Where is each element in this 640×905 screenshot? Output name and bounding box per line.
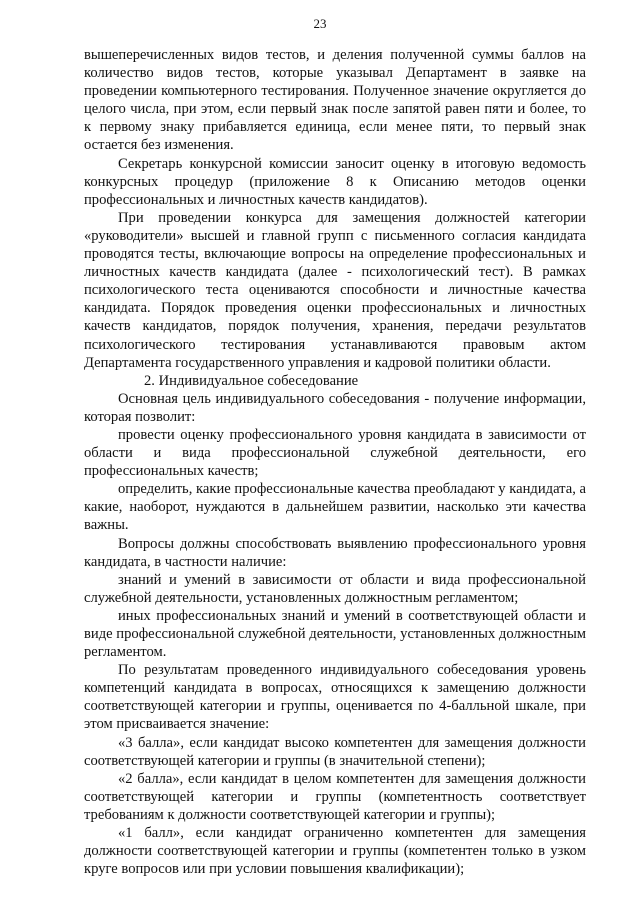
paragraph-assess-level: провести оценку профессионального уровня кандидата в зависимости от области и вида профессиональной служебной деятельности, его профессиональных качеств; — [84, 426, 586, 480]
document-body — [84, 46, 586, 878]
paragraph-scoring-scale: По результатам проведенного индивидуального собеседования уровень компетенций кандидата в вопросах, относящихся к замещению должности соответствующей категории и группы, оценивается по 4-балльной шкале, при этом присваивается значение: — [84, 662, 586, 733]
paragraph-score-2: «2 балла», если кандидат в целом компетентен для замещения должности соответствующей категории и группы (компетентность соответствует требованиям к должности соответствующей категории и группы); — [84, 770, 586, 823]
paragraph-test-score-rounding: вышеперечисленных видов тестов, и деления полученной суммы баллов на количество видов тестов, которые указывал Департамент в заявке на проведении компьютерного тестирования. Полученное значение округляется до целого числа, при этом, если первый знак после запятой равен пяти и более, то к первому знаку прибавляется единица, если менее пяти, то первый знак остается без изменения. — [84, 47, 586, 154]
section-heading-interview: 2. Индивидуальное собеседование — [144, 372, 359, 389]
paragraph-determine-qualities: определить, какие профессиональные качества преобладают у кандидата, а какие, наоборот, нуждаются в дальнейшем развитии, насколько эти качества важны. — [84, 481, 586, 534]
paragraph-secretary-record: Секретарь конкурсной комиссии заносит оценку в итоговую ведомость конкурсных процедур (приложение 8 к Описанию методов оценки профессиональных и личностных качеств кандидатов). — [84, 155, 586, 208]
page-number: 23 — [313, 16, 327, 31]
paragraph-other-knowledge: иных профессиональных знаний и умений в соответствующей области и виде профессиональной служебной деятельности, установленных должностным регламентом. — [84, 607, 586, 661]
paragraph-knowledge-skills: знаний и умений в зависимости от области и вида профессиональной служебной деятельности, установленных должностным регламентом; — [84, 571, 586, 606]
paragraph-psychological-test: При проведении конкурса для замещения должностей категории «руководители» высшей и главной групп с письменного согласия кандидата проводятся тесты, включающие вопросы на определение профессиональных и личностных качеств кандидата (далее - психологический тест). В рамках психологического теста оцениваются способности и личностные качества кандидата. Порядок проведения оценки профессиональных и личностных качеств кандидатов, порядок получения, хранения, передачи результатов психологического тестирования устанавливаются правовым актом Департамента государственного управления и кадровой политики области. — [84, 209, 586, 371]
paragraph-questions-intro: Вопросы должны способствовать выявлению профессионального уровня кандидата, в частности наличие: — [84, 535, 586, 570]
paragraph-score-1: «1 балл», если кандидат ограниченно компетентен для замещения должности соответствующей категории и группы (компетентен только в узком круге вопросов или при условии повышения квалификации); — [84, 825, 586, 878]
paragraph-score-3: «3 балла», если кандидат высоко компетентен для замещения должности соответствующей категории и группы (в значительной степени); — [84, 734, 586, 769]
paragraph-interview-goal: Основная цель индивидуального собеседования - получение информации, которая позволит: — [84, 390, 586, 425]
